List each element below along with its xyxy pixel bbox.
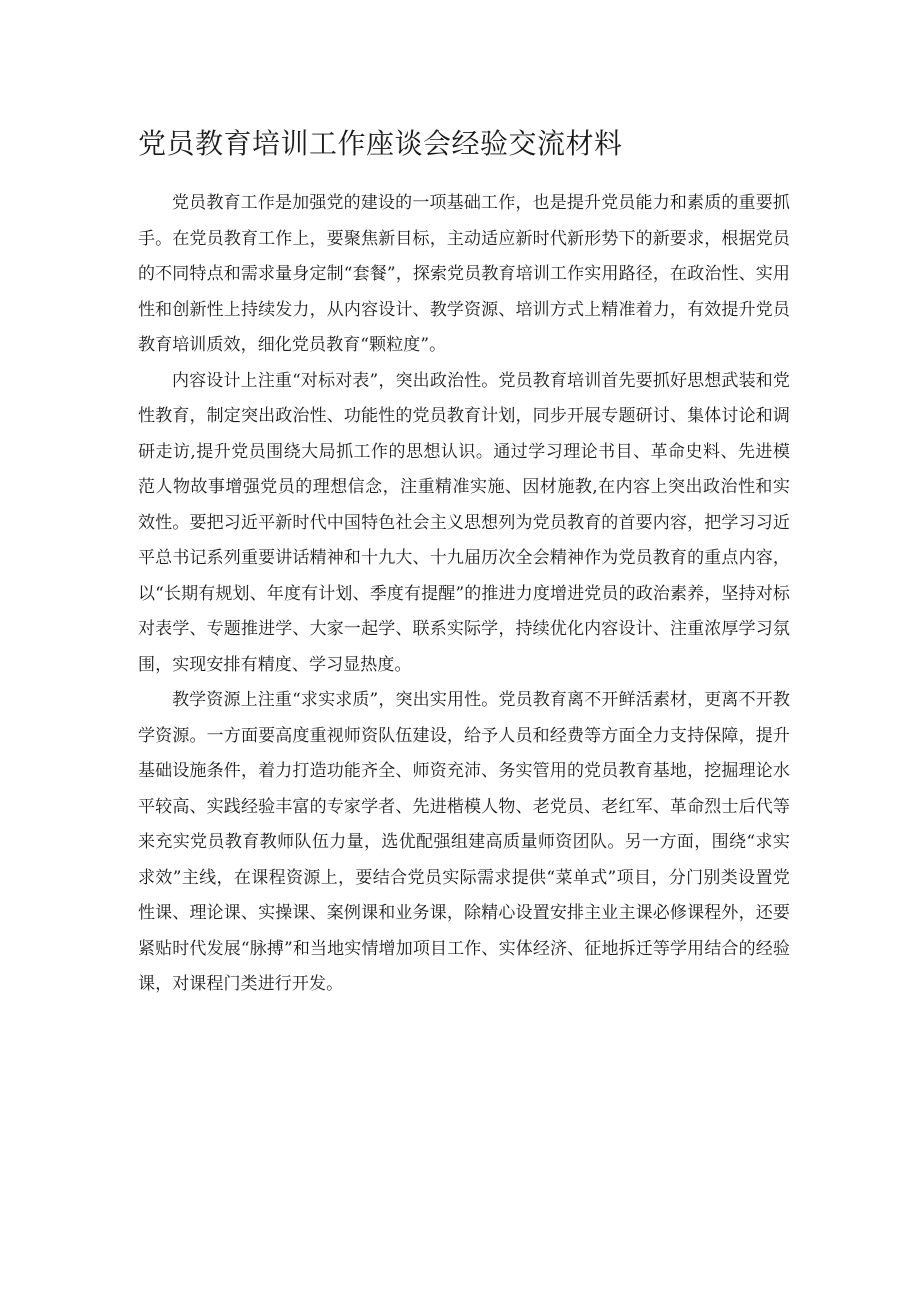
paragraph-content-design: 内容设计上注重“对标对表”，突出政治性。党员教育培训首先要抓好思想武装和党性教育，制定突出政治性、功能性的党员教育计划，同步开展专题研讨、集体讨论和调研走访,提升党员围绕大局抓工作的思想认识。通过学习理论书目、革命史料、先进模范人物故事增强党员的理想信念，注重精准实施、因材施教,在内容上突出政治性和实效性。要把习近平新时代中国特色社会主义思想列为党员教育的首要内容，把学习习近平总书记系列重要讲话精神和十九大、十九届历次全会精神作为党员教育的重点内容，以“长期有规划、年度有计划、季度有提醒”的推进力度增进党员的政治素养，坚持对标对表学、专题推进学、大家一起学、联系实际学，持续优化内容设计、注重浓厚学习氛围，实现安排有精度、学习显热度。	[138, 370, 790, 675]
paragraph-teaching-resources: 教学资源上注重“求实求质”，突出实用性。党员教育离不开鲜活素材，更离不开教学资源。一方面要高度重视师资队伍建设，给予人员和经费等方面全力支持保障，提升基础设施条件，着力打造功能齐全、师资充沛、务实管用的党员教育基地，挖掘理论水平较高、实践经验丰富的专家学者、先进楷模人物、老党员、老红军、革命烈士后代等来充实党员教育教师队伍力量，选优配强组建高质量师资团队。另一方面，围绕“求实求效”主线，在课程资源上，要结合党员实际需求提供“菜单式”项目，分门别类设置党性课、理论课、实操课、案例课和业务课，除精心设置安排主业主课必修课程外，还要紧贴时代发展“脉搏”和当地实情增加项目工作、实体经济、征地拆迁等学用结合的经验课，对课程门类进行开发。	[138, 690, 790, 994]
document-body	[138, 186, 790, 1003]
document-title: 党员教育培训工作座谈会经验交流材料	[138, 127, 623, 160]
document-page	[138, 122, 790, 1003]
paragraph-intro: 党员教育工作是加强党的建设的一项基础工作，也是提升党员能力和素质的重要抓手。在党员教育工作上，要聚焦新目标，主动适应新时代新形势下的新要求，根据党员的不同特点和需求量身定制“套餐”，探索党员教育培训工作实用路径，在政治性、实用性和创新性上持续发力，从内容设计、教学资源、培训方式上精准着力，有效提升党员教育培训质效，细化党员教育“颗粒度”。	[138, 193, 790, 355]
